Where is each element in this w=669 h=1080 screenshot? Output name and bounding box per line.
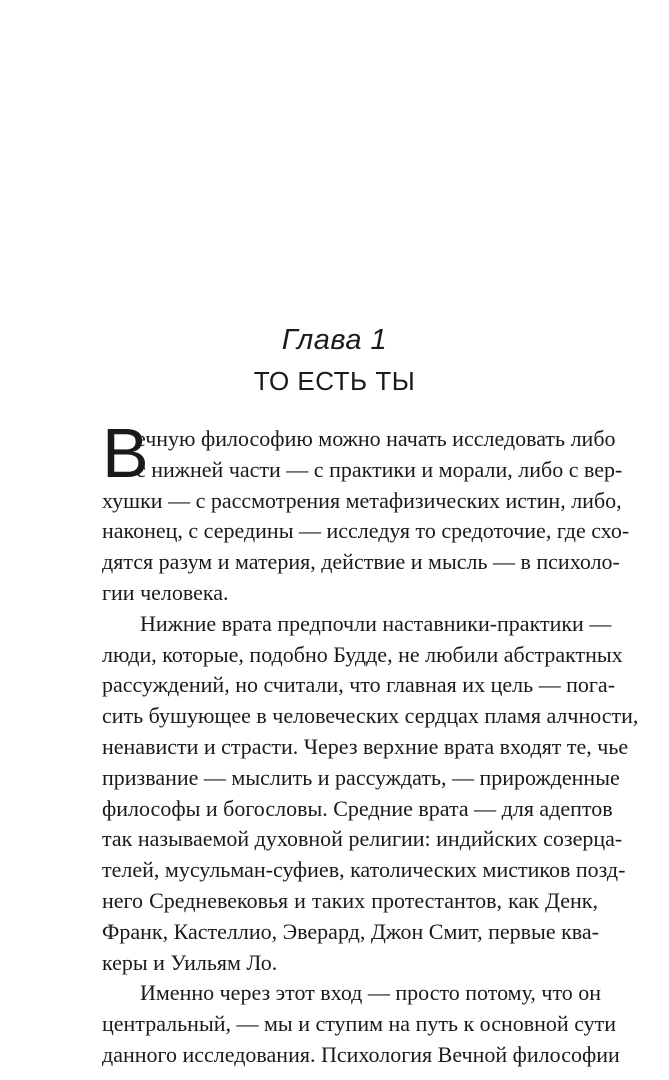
text-line: ечную философию можно начать исследовать либо [136, 426, 616, 451]
chapter-number: Глава 1 [281, 324, 388, 356]
text-line: наконец, с середины — исследуя то средоточие, где схо- [102, 518, 630, 544]
text-line: так называемой духовной религии: индийских созерца- [102, 826, 623, 852]
text-line: Нижние врата предпочли наставники-практики — [140, 610, 612, 636]
chapter-title: ТО ЕСТЬ ТЫ [253, 366, 416, 396]
text-line: люди, которые, подобно Будде, не любили абстрактных [102, 641, 623, 667]
text-line: призвание — мыслить и рассуждать, — прирожденные [102, 764, 620, 790]
text-line: Франк, Кастеллио, Эверард, Джон Смит, первые ква- [102, 918, 599, 944]
text-line: философы и богословы. Средние врата — для адептов [102, 795, 613, 821]
text-line: гии человека. [102, 579, 229, 605]
text-line: с нижней части — с практики и морали, либо с вер- [136, 456, 623, 482]
text-line: Именно через этот вход — просто потому, что он [140, 980, 602, 1006]
text-line: центральный, — мы и ступим на путь к основной сути [102, 1011, 617, 1037]
text-line: данного исследования. Психология Вечной философии [102, 1041, 620, 1067]
text-line: телей, мусульман-суфиев, католических мистиков позд- [102, 857, 626, 883]
drop-cap: В [102, 414, 149, 492]
text-line: дятся разум и материя, действие и мысль — в психоло- [102, 549, 620, 575]
text-line: него Средневековья и таких протестантов, как Денк, [102, 887, 598, 913]
text-line: сить бушующее в человеческих сердцах пламя алчности, [102, 703, 639, 729]
text-line: керы и Уильям Ло. [102, 949, 278, 975]
text-line: ненависти и страсти. Через верхние врата входят те, чье [102, 733, 629, 759]
text-line: хушки — с рассмотрения метафизических истин, либо, [102, 487, 622, 513]
body-text [102, 414, 639, 1071]
text-line: рассуждений, но считали, что главная их цель — пога- [102, 672, 616, 698]
